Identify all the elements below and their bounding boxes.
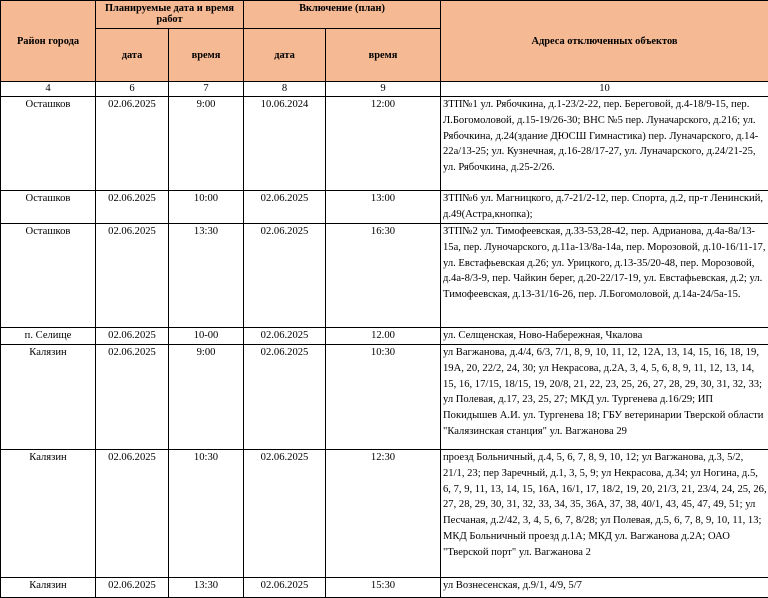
column-number: 9 — [326, 82, 441, 97]
end-date-cell: 02.06.2025 — [244, 450, 326, 578]
address-cell: ул Вагжанова, д.4/4, 6/3, 7/1, 8, 9, 10, 11, 12, 12А, 13, 14, 15, 16, 18, 19, 19А, 20, 22/2, 24, 30; ул Некрасова, д.2А, 3, 4, 5, 6, 8, 9, 11, 12, 13, 14, 15, 16, 17/15, 18/15, 19, 20/8, 21, 22, 23, 25, 26, 27, 28, 29, 30, 31, 32, 33; ул Полевая, д.17, 23, 25, 27; МКД ул. Тургенева д.16/29; ИП Покидышев А.И. ул. Тургенева 18; ГБУ ветеринарии Тверской области "Калязинская станция" ул. Вагжанова 29 — [441, 345, 768, 450]
power-on-header: Включение (план) — [244, 1, 441, 29]
district-cell: Осташков — [1, 191, 96, 224]
end-time-cell: 12:00 — [326, 97, 441, 191]
district-cell: Осташков — [1, 224, 96, 328]
district-cell: Калязин — [1, 578, 96, 598]
planned-time-header: время — [169, 29, 244, 82]
start-time-cell: 9:00 — [169, 345, 244, 450]
power-on-time-header: время — [326, 29, 441, 82]
end-time-cell: 10:30 — [326, 345, 441, 450]
start-date-cell: 02.06.2025 — [96, 328, 169, 345]
address-cell: ЗТП№6 ул. Магницкого, д.7-21/2-12, пер. Спорта, д.2, пр-т Ленинский, д.49(Астра,кнопка); — [441, 191, 768, 224]
table-header — [1, 1, 768, 82]
table-row — [1, 224, 768, 328]
planned-work-header: Планируемые дата и время работ — [96, 1, 244, 29]
table-row — [1, 328, 768, 345]
start-date-cell: 02.06.2025 — [96, 224, 169, 328]
table-body — [1, 82, 768, 598]
end-time-cell: 13:00 — [326, 191, 441, 224]
column-number: 8 — [244, 82, 326, 97]
start-time-cell: 10:00 — [169, 191, 244, 224]
start-date-cell: 02.06.2025 — [96, 578, 169, 598]
column-number: 10 — [441, 82, 768, 97]
end-time-cell: 15:30 — [326, 578, 441, 598]
address-cell: ЗТП№1 ул. Рябочкина, д.1-23/2-22, пер. Береговой, д.4-18/9-15, пер. Л.Богомоловой, д.15-19/26-30; ВНС №5 пер. Луначарского, д.216; ул. Рябочкина, д.24(здание ДЮСШ Гимнастика) пер. Луначарского, д.14-22а/13-25; ул. Кузнечная, д.16-28/17-27, ул. Луначарского, д.24/21-25, ул. Рябочкина, д.25-2/26. — [441, 97, 768, 191]
addresses-header: Адреса отключенных объектов — [441, 1, 768, 82]
column-number: 4 — [1, 82, 96, 97]
start-time-cell: 13:30 — [169, 578, 244, 598]
start-time-cell: 9:00 — [169, 97, 244, 191]
address-cell: ул. Селщенская, Ново-Набережная, Чкалова — [441, 328, 768, 345]
table-row — [1, 191, 768, 224]
column-number: 6 — [96, 82, 169, 97]
table-row — [1, 345, 768, 450]
table-row — [1, 578, 768, 598]
district-cell: Калязин — [1, 345, 96, 450]
column-number-row — [1, 82, 768, 97]
power-on-date-header: дата — [244, 29, 326, 82]
start-date-cell: 02.06.2025 — [96, 191, 169, 224]
end-date-cell: 02.06.2025 — [244, 191, 326, 224]
end-date-cell: 02.06.2025 — [244, 345, 326, 450]
address-cell: проезд Больничный, д.4, 5, 6, 7, 8, 9, 10, 12; ул Вагжанова, д.3, 5/2, 21/1, 23; пер Заречный, д.1, 3, 5, 9; ул Некрасова, д.34; ул Ногина, д.5, 6, 7, 9, 11, 13, 14, 15, 16А, 16/1, 17, 18/2, 19, 20, 21/3, 21, 23/4, 24, 25, 26, 27, 28, 29, 30, 31, 32, 33, 34, 35, 36А, 37, 38, 40/1, 43, 45, 47, 49, 51; ул Песчаная, д.2/42, 3, 4, 5, 6, 7, 8/28; ул Полевая, д.5, 6, 7, 8, 9, 10, 11, 13; МКД Больничный проезд д.1А; МКД ул. Вагжанова д.2А; ОАО "Тверской порт" ул. Вагжанова 2 — [441, 450, 768, 578]
district-cell: Осташков — [1, 97, 96, 191]
end-time-cell: 12:30 — [326, 450, 441, 578]
start-date-cell: 02.06.2025 — [96, 450, 169, 578]
start-date-cell: 02.06.2025 — [96, 97, 169, 191]
district-header: Район города — [1, 1, 96, 82]
end-date-cell: 02.06.2025 — [244, 578, 326, 598]
address-cell: ул Вознесенская, д.9/1, 4/9, 5/7 — [441, 578, 768, 598]
district-cell: п. Селище — [1, 328, 96, 345]
end-time-cell: 12.00 — [326, 328, 441, 345]
start-time-cell: 10:30 — [169, 450, 244, 578]
column-number: 7 — [169, 82, 244, 97]
start-time-cell: 10-00 — [169, 328, 244, 345]
start-time-cell: 13:30 — [169, 224, 244, 328]
start-date-cell: 02.06.2025 — [96, 345, 169, 450]
planned-date-header: дата — [96, 29, 169, 82]
end-date-cell: 02.06.2025 — [244, 224, 326, 328]
address-cell: ЗТП№2 ул. Тимофеевская, д.33-53,28-42, пер. Адрианова, д.4а-8а/13-15а, пер. Луночарского, д.11а-13/8а-14а, пер. Морозовой, д.10-16/11-17, ул. Евстафьевская д.26; ул. Урицкого, д.13-35/20-48, пер. Морозовой, д.4а-8/3-9, пер. Чайкин берег, д.20-22/17-19, ул. Евстафьевская, д.2; ул. Тимофеевская, д.13-31/16-26, пер. Л.Богомоловой, д.14а-24/5а-15. — [441, 224, 768, 328]
table-row — [1, 97, 768, 191]
end-time-cell: 16:30 — [326, 224, 441, 328]
end-date-cell: 10.06.2024 — [244, 97, 326, 191]
table-row — [1, 450, 768, 578]
end-date-cell: 02.06.2025 — [244, 328, 326, 345]
district-cell: Калязин — [1, 450, 96, 578]
